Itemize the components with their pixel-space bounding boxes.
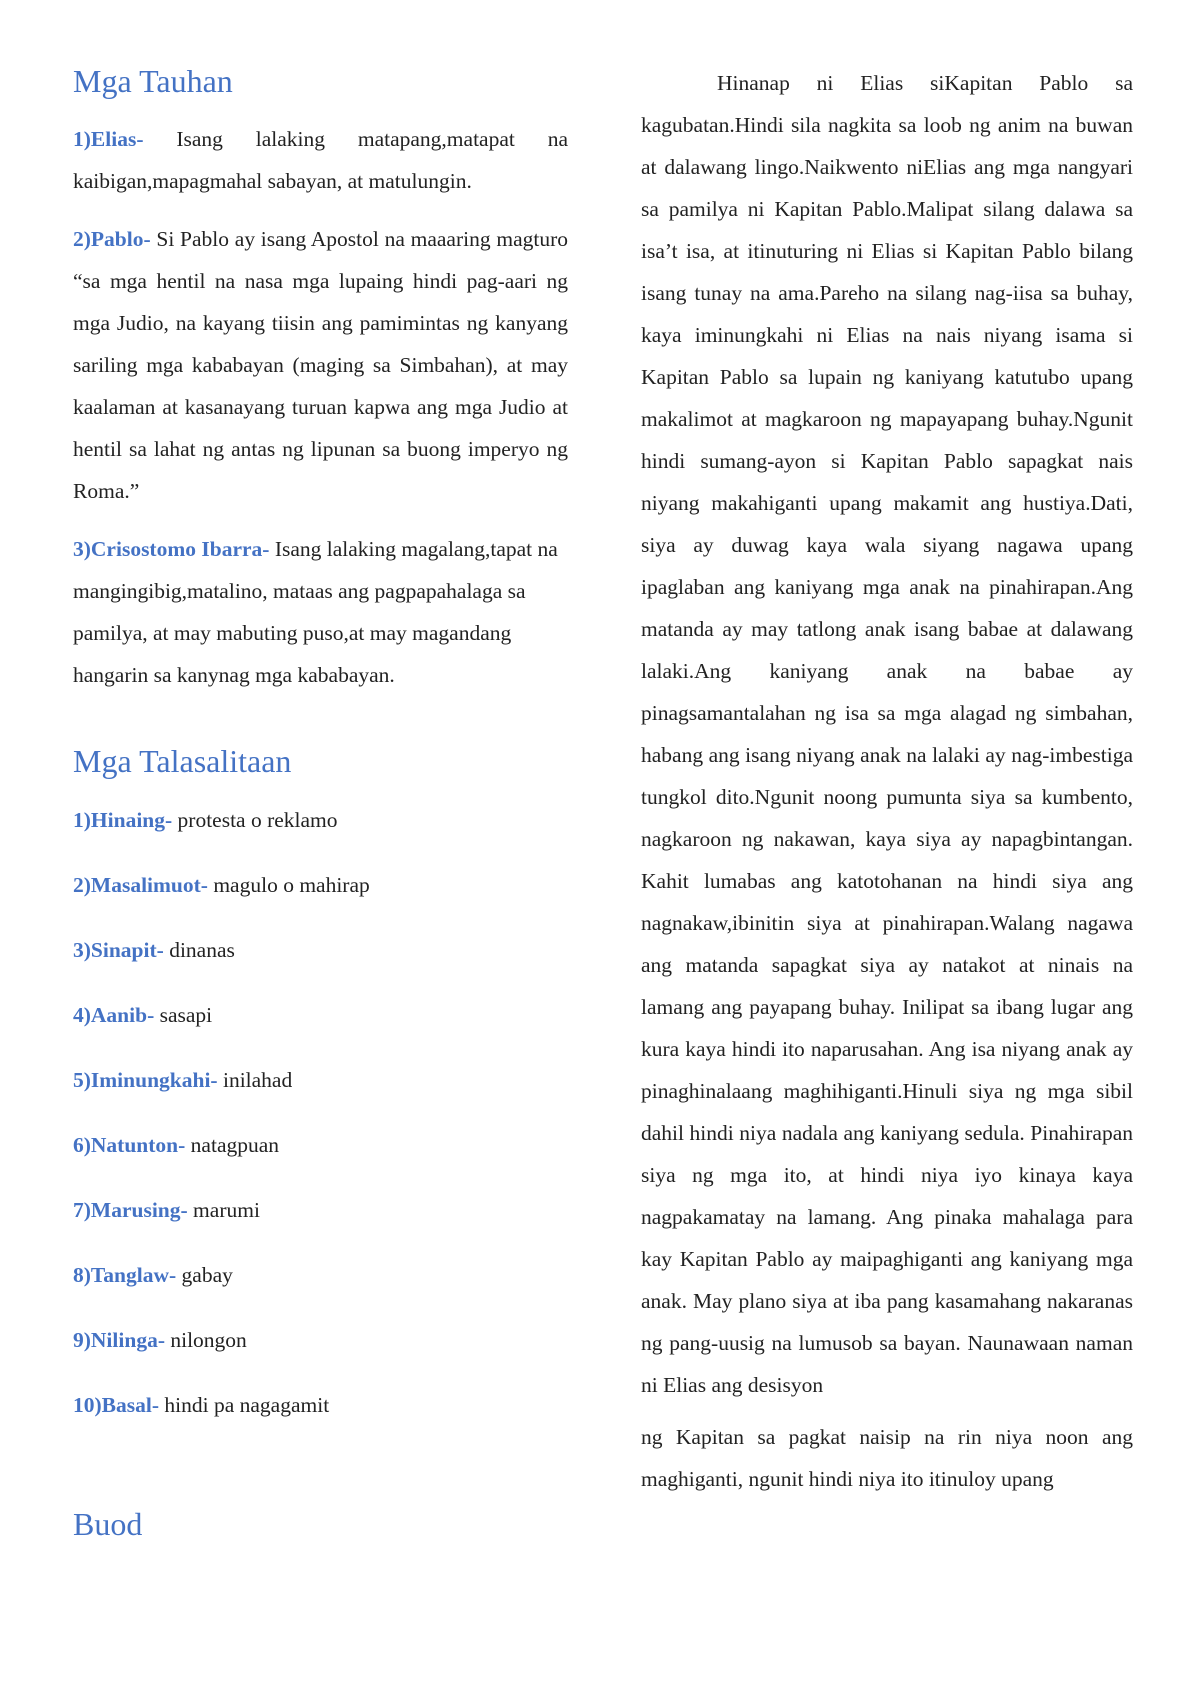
character-entry-pablo (73, 218, 568, 512)
character-term: 3)Crisostomo Ibarra- (73, 537, 270, 562)
vocab-item (73, 1189, 568, 1231)
vocab-definition: nilongon (164, 1327, 247, 1352)
vocab-term: 4)Aanib- (73, 1002, 155, 1027)
vocab-item (73, 1124, 568, 1166)
vocab-definition: gabay (176, 1262, 233, 1287)
summary-paragraph-continued: ng Kapitan sa pagkat naisip na rin niya noon ang maghiganti, ngunit hindi niya ito itinuloy upang (641, 1425, 1133, 1491)
summary-paragraph: Hinanap ni Elias siKapitan Pablo sa kagubatan.Hindi sila nagkita sa loob ng anim na buwan at dalawang lingo.Naikwento niElias ang mga nangyari sa pamilya ni Kapitan Pablo.Malipat silang dalawa sa isa’t isa, at itinuturing ni Elias si Kapitan Pablo bilang isang tunay na ama.Pareho na silang nag-iisa sa buhay, kaya iminungkahi ni Elias na nais niyang isama si Kapitan Pablo sa lupain ng kaniyang katutubo upang makalimot at magkaroon ng mapayapang buhay.Ngunit hindi sumang-ayon si Kapitan Pablo sapagkat nais niyang makahiganti upang makamit ang hustiya.Dati, siya ay duwag kaya wala siyang nagawa upang ipaglaban ang kaniyang mga anak na pinahirapan.Ang matanda ay may tatlong anak isang babae at dalawang lalaki.Ang kaniyang anak na babae ay pinagsamantalahan ng isa sa mga alagad ng simbahan, habang ang isang niyang anak na lalaki ay nag-imbestiga tungkol dito.Ngunit noong pumunta siya sa kumbento, nagkaroon ng nakawan, kaya siya ay napagbintangan. Kahit lumabas ang katotohanan na hindi siya ang nagnakaw,ibinitin siya at pinahirapan.Walang nagawa ang matanda sapagkat siya ay natakot at ninais na lamang ang payapang buhay. Inilipat sa ibang lugar ang kura kaya hindi ito naparusahan. Ang isa niyang anak ay pinaghinalaang maghihiganti.Hinuli siya ng mga sibil dahil hindi niya nadala ang kaniyang sedula. Pinahirapan siya ng mga ito, at hindi niya iyo kinaya kaya nagpakamatay na lamang. Ang pinaka mahalaga para kay Kapitan Pablo ay maipaghiganti ang kaniyang mga anak. May plano siya at iba pang kasamahang nakaranas ng pang-uusig na lumusob sa bayan. Naunawaan naman ni Elias ang desisyon (641, 71, 1133, 1397)
vocab-item (73, 994, 568, 1036)
vocab-item (73, 1059, 568, 1101)
right-column (641, 62, 1133, 1510)
tauhan-heading: Mga Tauhan (73, 63, 233, 99)
vocab-item (73, 1319, 568, 1361)
character-description: Isang lalaking magalang,tapat na mangingibig,matalino, mataas ang pagpapahalaga sa pamilya, at may mabuting puso,at may magandang hangarin sa kanynag mga kababayan. (73, 537, 558, 688)
vocab-definition: dinanas (163, 937, 235, 962)
vocab-term: 6)Natunton- (73, 1132, 186, 1157)
section-spacer (73, 712, 568, 742)
left-column (73, 62, 568, 1561)
character-description: Si Pablo ay isang Apostol na maaaring magturo “sa mga hentil na nasa mga lupaing hindi pag-aari ng mga Judio, na kayang tiisin ang pamimintas ng kanyang sariling mga kababayan (maging sa Simbahan), at may kaalaman at kasanayang turuan kapwa ang mga Judio at hentil sa lahat ng antas ng lipunan sa buong imperyo ng Roma.” (73, 227, 568, 504)
vocab-term: 9)Nilinga- (73, 1327, 165, 1352)
vocab-term: 8)Tanglaw- (73, 1262, 177, 1287)
character-term: 1)Elias- (73, 127, 144, 152)
vocab-item (73, 864, 568, 906)
vocab-definition: inilahad (217, 1067, 293, 1092)
vocab-item (73, 799, 568, 841)
vocab-item (73, 929, 568, 971)
vocab-term: 2)Masalimuot- (73, 872, 208, 897)
vocab-term: 7)Marusing- (73, 1197, 188, 1222)
vocab-definition: natagpuan (185, 1132, 280, 1157)
buod-heading: Buod (73, 1505, 143, 1542)
character-description: Isang lalaking matapang,matapat na kaibigan,mapagmahal sabayan, at matulungin. (73, 127, 568, 194)
vocab-definition: sasapi (154, 1002, 213, 1027)
vocab-term: 3)Sinapit- (73, 937, 164, 962)
vocab-definition: marumi (187, 1197, 260, 1222)
vocab-term: 10)Basal- (73, 1392, 159, 1417)
vocab-item (73, 1254, 568, 1296)
vocab-item (73, 1384, 568, 1426)
character-entry-elias (73, 118, 568, 202)
vocab-term: 1)Hinaing- (73, 807, 173, 832)
vocab-definition: protesta o reklamo (172, 807, 338, 832)
character-term: 2)Pablo- (73, 227, 151, 252)
vocab-term: 5)Iminungkahi- (73, 1067, 218, 1092)
vocab-definition: magulo o mahirap (207, 872, 370, 897)
section-spacer (73, 1449, 568, 1505)
talasalitaan-heading: Mga Talasalitaan (73, 743, 292, 780)
vocab-definition: hindi pa nagagamit (159, 1392, 330, 1417)
character-entry-ibarra (73, 528, 568, 696)
